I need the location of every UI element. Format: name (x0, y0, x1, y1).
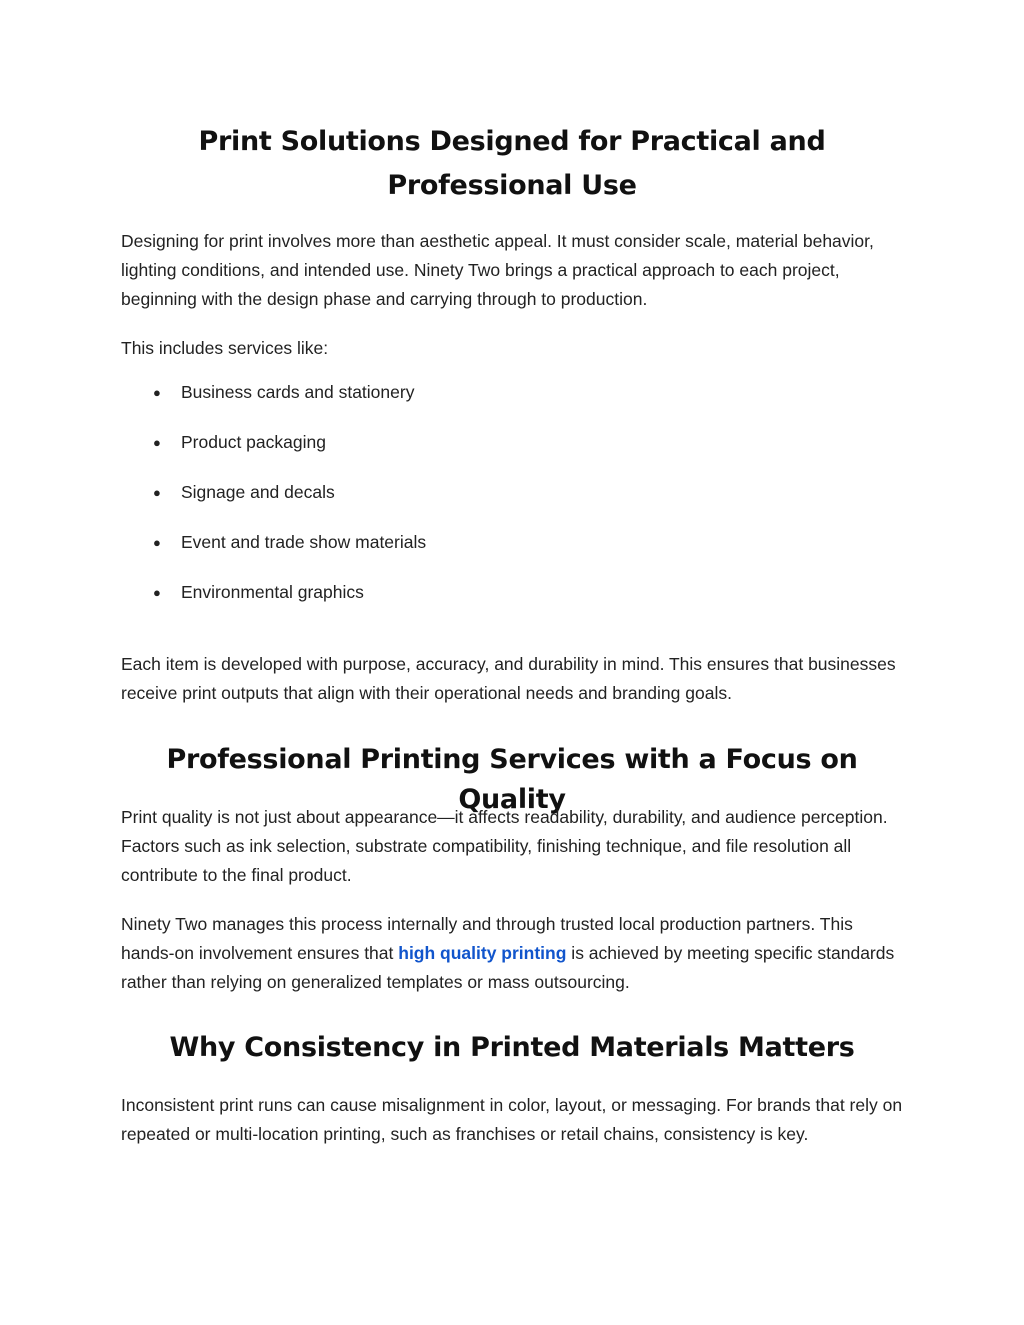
bullet-icon: ● (153, 435, 161, 450)
paragraph-text-before-link: Ninety Two manages this process internally and through trusted local production partners. This hands-on involvement ensures that (121, 914, 853, 963)
list-item-label: Product packaging (181, 432, 326, 452)
services-list (121, 378, 903, 628)
heading-print-solutions: Print Solutions Designed for Practical and Professional Use (198, 126, 826, 201)
list-item-label: Business cards and stationery (181, 382, 415, 402)
high-quality-printing-link[interactable]: high quality printing (398, 943, 567, 963)
paragraph-print-quality: Print quality is not just about appearance—it affects readability, durability, and audience perception. Factors such as ink selection, substrate compatibility, finishing technique, and file resolution all contribute to the final product. (121, 807, 888, 885)
list-item-label: Event and trade show materials (181, 532, 427, 552)
list-item-label: Environmental graphics (181, 582, 364, 602)
list-item-label: Signage and decals (181, 482, 335, 502)
paragraph-services-intro: This includes services like: (121, 338, 329, 358)
paragraph-ninety-two-manages (121, 910, 903, 997)
heading-professional-printing: Professional Printing Services with a Focus on Quality (166, 744, 858, 815)
bullet-icon: ● (153, 385, 161, 400)
paragraph-designing-for-print: Designing for print involves more than aesthetic appeal. It must consider scale, material behavior, lighting conditions, and intended use. Ninety Two brings a practical approach to each project, beginning with the design phase and carrying through to production. (121, 231, 874, 309)
bullet-icon: ● (153, 485, 161, 500)
paragraph-each-item: Each item is developed with purpose, accuracy, and durability in mind. This ensures that businesses receive print outputs that align with their operational needs and branding goals. (121, 654, 896, 703)
list-item (121, 428, 903, 478)
list-item (121, 478, 903, 528)
list-item (121, 528, 903, 578)
list-item (121, 578, 903, 628)
list-item (121, 378, 903, 428)
heading-why-consistency: Why Consistency in Printed Materials Matters (169, 1032, 855, 1063)
bullet-icon: ● (153, 535, 161, 550)
paragraph-inconsistent-print: Inconsistent print runs can cause misalignment in color, layout, or messaging. For brands that rely on repeated or multi-location printing, such as franchises or retail chains, consistency is key. (121, 1095, 903, 1144)
bullet-icon: ● (153, 585, 161, 600)
paragraph-text-after-link: is achieved by meeting specific standards rather than relying on generalized templates or mass outsourcing. (121, 943, 895, 992)
